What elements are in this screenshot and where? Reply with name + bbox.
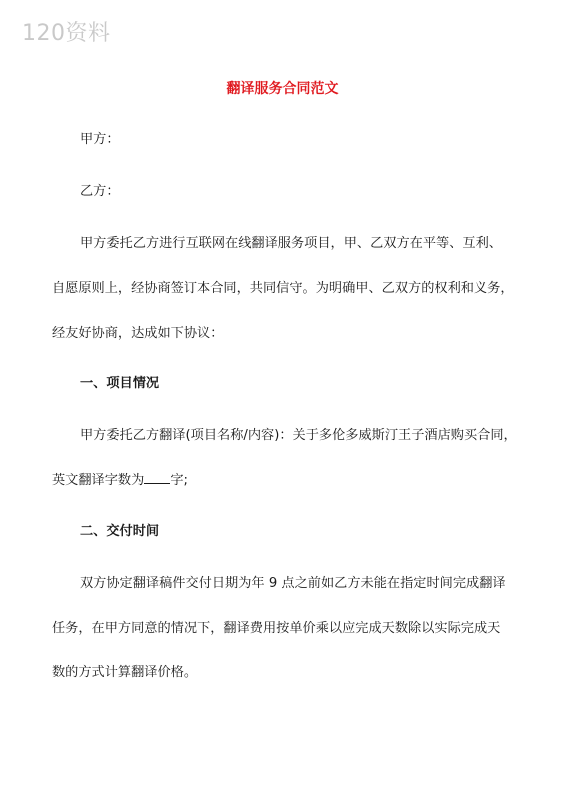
section-1-line-1: 甲方委托乙方翻译(项目名称/内容)：关于多伦多威斯汀王子酒店购买合同， xyxy=(80,428,517,443)
word-count-suffix: 字; xyxy=(170,473,188,488)
section-2-line-3: 数的方式计算翻译价格。 xyxy=(52,665,198,680)
section-2-line-2: 任务，在甲方同意的情况下，翻译费用按单价乘以应完成天数除以实际完成天 xyxy=(52,621,501,636)
section-1-heading: 一、项目情况 xyxy=(80,376,160,391)
section-2-line-1: 双方协定翻译稿件交付日期为年 9 点之前如乙方未能在指定时间完成翻译 xyxy=(80,576,506,591)
section-1-line-2 xyxy=(52,472,188,490)
intro-line-3: 经友好协商，达成如下协议： xyxy=(52,326,224,341)
intro-line-2: 自愿原则上，经协商签订本合同，共同信守。为明确甲、乙双方的权利和义务， xyxy=(52,281,514,296)
watermark-logo: 120资料 xyxy=(22,21,111,46)
section-2-heading: 二、交付时间 xyxy=(80,524,160,539)
party-a-label: 甲方： xyxy=(80,132,120,147)
document-title: 翻译服务合同范文 xyxy=(226,81,339,97)
word-count-prefix: 英文翻译字数为 xyxy=(52,473,145,488)
word-count-blank xyxy=(144,472,170,484)
party-b-label: 乙方： xyxy=(80,184,120,199)
intro-line-1: 甲方委托乙方进行互联网在线翻译服务项目，甲、乙双方在平等、互利、 xyxy=(80,236,502,251)
